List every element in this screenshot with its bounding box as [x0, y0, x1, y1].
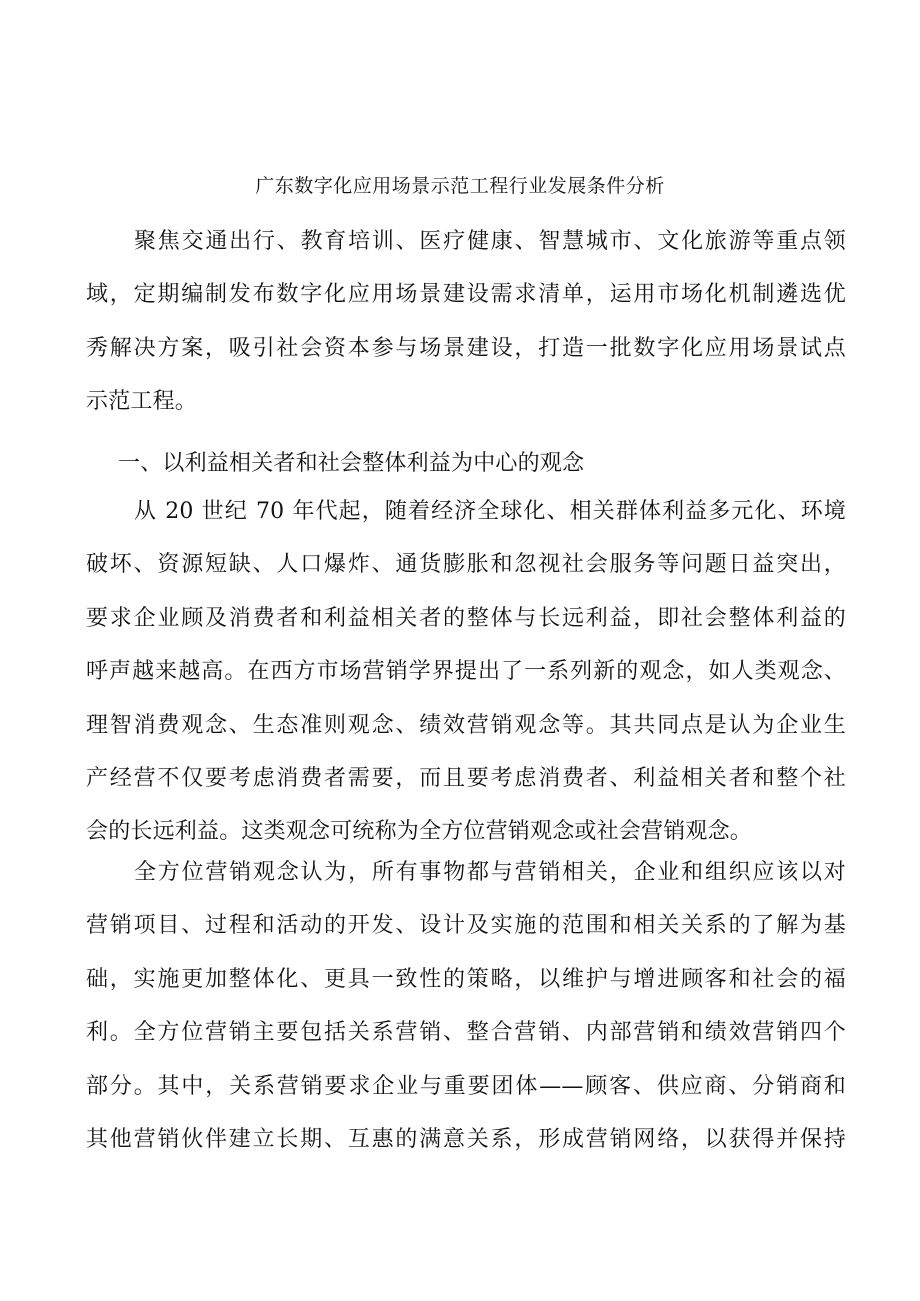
body-paragraph-1	[86, 485, 846, 859]
paragraph-line: 利。全方位营销主要包括关系营销、整合营销、内部营销和绩效营销四个	[86, 1020, 846, 1046]
section-heading	[86, 437, 846, 490]
paragraph-line: 营销项目、过程和活动的开发、设计及实施的范围和相关关系的了解为基	[86, 913, 846, 939]
intro-paragraph	[86, 215, 846, 429]
paragraph-line: 全方位营销观念认为，所有事物都与营销相关，企业和组织应该以对	[134, 860, 846, 885]
paragraph-line: 域，定期编制发布数字化应用场景建设需求清单，运用市场化机制遴选优	[86, 282, 846, 308]
paragraph-line: 会的长远利益。这类观念可统称为全方位营销观念或社会营销观念。	[86, 819, 753, 845]
paragraph-line: 从 20 世纪 70 年代起，随着经济全球化、相关群体利益多元化、环境	[134, 499, 846, 524]
paragraph-line: 础，实施更加整体化、更具一致性的策略，以维护与增进顾客和社会的福	[86, 966, 846, 992]
paragraph-line: 部分。其中，关系营销要求企业与重要团体——顾客、供应商、分销商和	[86, 1073, 846, 1099]
paragraph-line: 呼声越来越高。在西方市场营销学界提出了一系列新的观念，如人类观念、	[86, 659, 846, 685]
section-heading-text: 一、以利益相关者和社会整体利益为中心的观念	[118, 451, 585, 476]
paragraph-line: 其他营销伙伴建立长期、互惠的满意关系，形成营销网络，以获得并保持	[86, 1127, 846, 1153]
paragraph-line: 产经营不仅要考虑消费者需要，而且要考虑消费者、利益相关者和整个社	[86, 766, 846, 792]
paragraph-line: 理智消费观念、生态准则观念、绩效营销观念等。其共同点是认为企业生	[86, 712, 846, 738]
paragraph-line: 破坏、资源短缺、人口爆炸、通货膨胀和忽视社会服务等问题日益突出，	[86, 552, 846, 578]
paragraph-line: 聚焦交通出行、教育培训、医疗健康、智慧城市、文化旅游等重点领	[134, 229, 846, 254]
paragraph-line: 秀解决方案，吸引社会资本参与场景建设，打造一批数字化应用场景试点	[86, 335, 846, 361]
document-title: 广东数字化应用场景示范工程行业发展条件分析	[255, 175, 665, 197]
paragraph-line: 示范工程。	[86, 389, 198, 415]
body-paragraph-2	[86, 846, 846, 1166]
paragraph-line: 要求企业顾及消费者和利益相关者的整体与长远利益，即社会整体利益的	[86, 605, 846, 631]
